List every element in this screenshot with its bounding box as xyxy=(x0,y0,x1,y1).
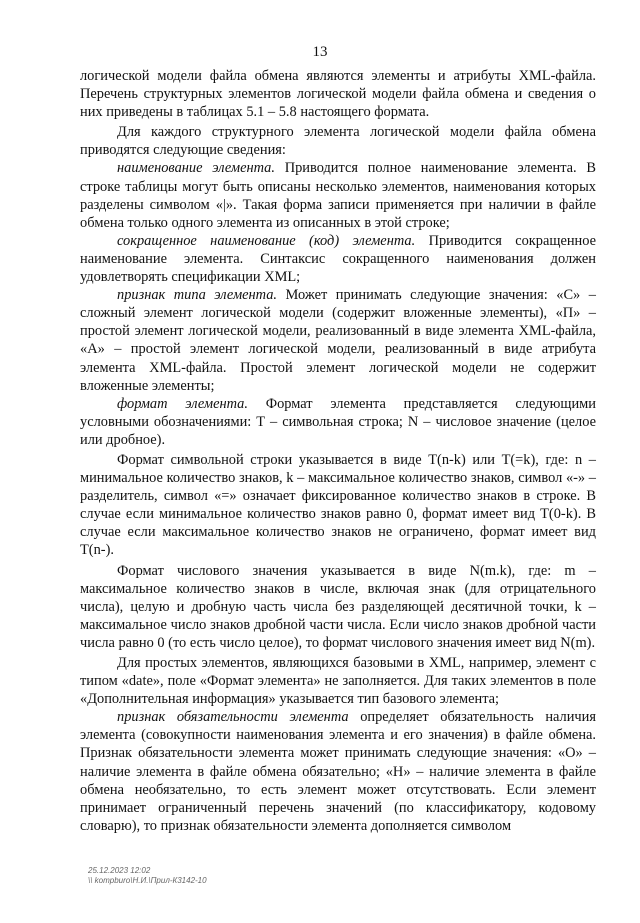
paragraph: Формат числового значения указывается в виде N(m.k), где: m – максимальное количество знаков в числе, включая знак (для отрицательного числа), целую и дробную часть числа без разделяющей десятичной точки, k – максимальное число знаков дробной части числа. Если число знаков дробной части числа равно 0 (то есть число целое), то формат числового значения имеет вид N(m). xyxy=(80,562,596,651)
footer-date: 25.12.2023 12:02 xyxy=(88,866,151,875)
term: формат элемента. xyxy=(117,395,248,412)
paragraph-definition xyxy=(80,395,596,449)
footer-path: \\ kompburo\Н.И.\Прил-К3142-10 xyxy=(88,876,207,885)
definition-text: определяет обязательность наличия элемента (совокупности наименования элемента и его значения) в файле обмена. Признак обязательности элемента может принимать следующие значения: «О» – наличие элемента в файле обмена обязательно; «Н» – наличие элемента в файле обмена необязательно, то есть элемент может отсутствовать. Если элемент принимает ограниченный перечень значений (по классификатору, кодовому словарю), то признак обязательности элемента дополняется символом xyxy=(80,709,596,834)
term: признак обязательности элемента xyxy=(117,709,349,726)
paragraph-definition xyxy=(80,708,596,835)
document-body xyxy=(80,67,596,835)
definition-text: Приводится полное наименование элемента. В строке таблицы могут быть описаны несколько элементов, наименования которых разделены символом «|». Такая форма записи применяется при наличии в файле обмена только одного элемента из описанных в этой строке; xyxy=(80,160,596,231)
term: признак типа элемента. xyxy=(117,287,278,304)
paragraph: Для простых элементов, являющихся базовыми в XML, например, элемент с типом «date», поле «Формат элемента» не заполняется. Для таких элементов в поле «Дополнительная информация» указывается тип базового элемента; xyxy=(80,655,596,708)
paragraph: Формат символьной строки указывается в виде Т(n-k) или Т(=k), где: n – минимальное количество знаков, k – максимальное количество знаков, символ «-» – разделитель, символ «=» означает фиксированное количество знаков в строке. В случае если минимальное количество знаков равно 0, формат имеет вид Т(0-k). В случае если максимальное количество знаков не ограничено, формат имеет вид Т(n-). xyxy=(80,451,596,559)
definition-text: Приводится сокращенное наименование элемента. Синтаксис сокращенного наименования должен удовлетворять спецификации XML; xyxy=(80,232,596,286)
paragraph: Для каждого структурного элемента логической модели файла обмена приводятся следующие сведения: xyxy=(80,124,596,159)
paragraph-definition xyxy=(80,159,596,231)
definition-text: Формат элемента представляется следующими условными обозначениями: Т – символьная строка; N – числовое значение (целое или дробное). xyxy=(80,395,596,448)
term: наименование элемента. xyxy=(117,160,275,177)
definition-text: Может принимать следующие значения: «С» – сложный элемент логической модели (содержит вложенные элементы), «П» – простой элемент логической модели, реализованный в виде элемента XML-файла, «А» – простой элемент логической модели, реализованный в виде атрибута элемента XML-файла. Простой элемент логической модели не содержит вложенные элементы; xyxy=(80,287,596,394)
paragraph-definition xyxy=(80,286,596,395)
page-number: 13 xyxy=(312,44,328,60)
term: сокращенное наименование (код) элемента. xyxy=(117,232,416,249)
paragraph-definition xyxy=(80,232,596,286)
paragraph: логической модели файла обмена являются элементы и атрибуты XML-файла. Перечень структурных элементов логической модели файла обмена и сведения о них приведены в таблицах 5.1 – 5.8 настоящего формата. xyxy=(80,68,596,121)
footer-stamp xyxy=(88,866,207,886)
